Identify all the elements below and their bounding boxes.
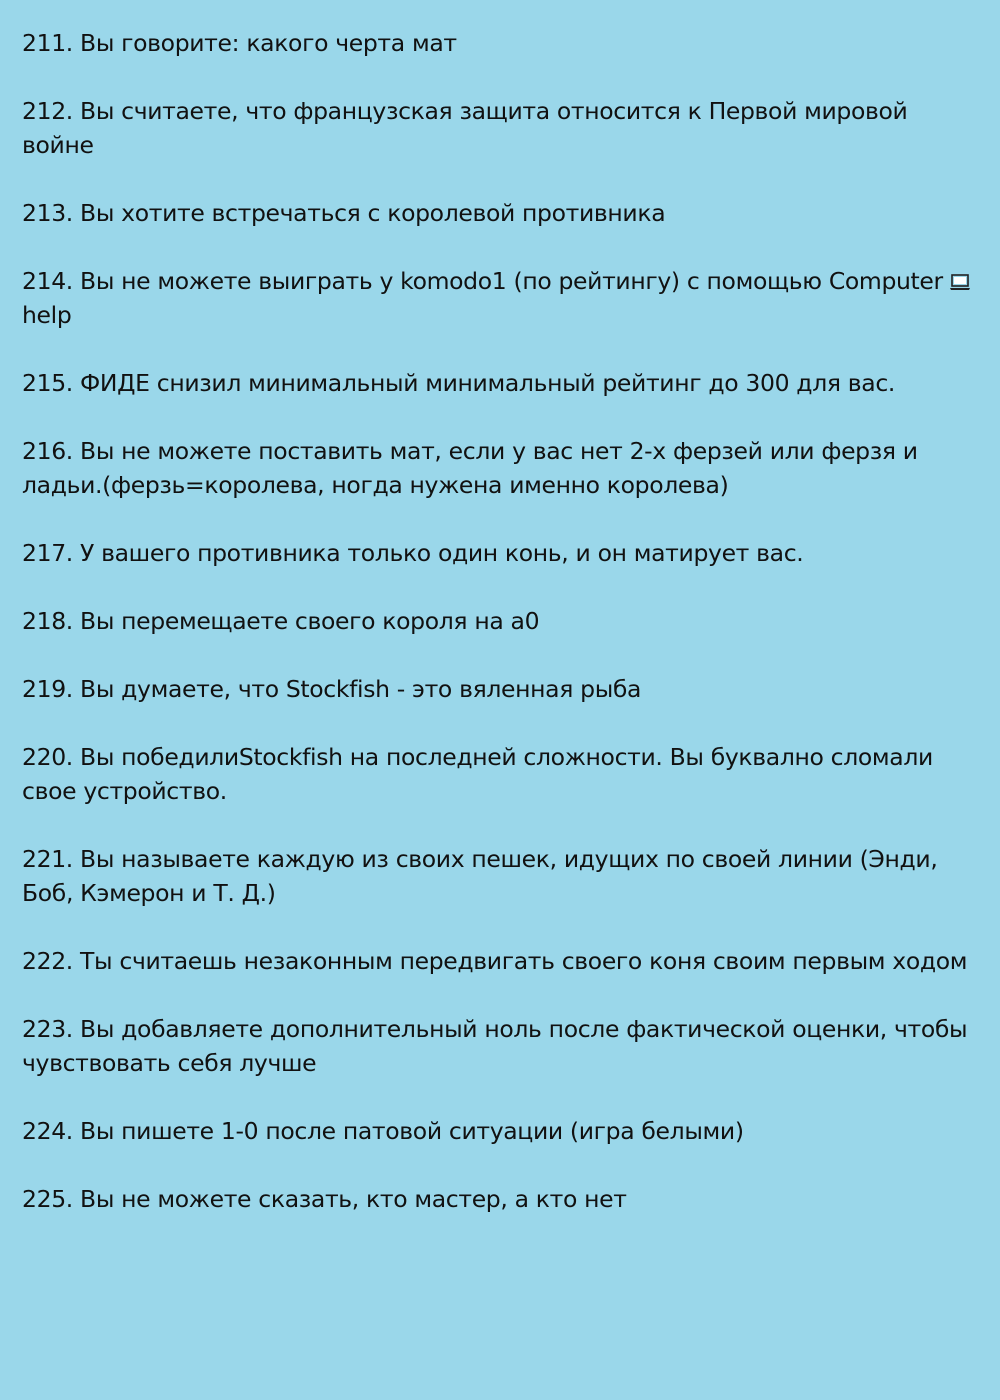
list-item-text: 214. Вы не можете выиграть у komodo1 (по рейтингу) с помощью Computer xyxy=(22,267,943,295)
joke-list xyxy=(22,26,978,1216)
list-item: 218. Вы перемещаете своего короля на a0 xyxy=(22,607,540,635)
list-item: 212. Вы считаете, что французская защита относится к Первой мировой войне xyxy=(22,97,908,159)
list-item: 221. Вы называете каждую из своих пешек, идущих по своей линии (Энди, Боб, Кэмерон и Т. Д.) xyxy=(22,845,938,907)
list-item: 222. Ты считаешь незаконным передвигать своего коня своим первым ходом xyxy=(22,947,968,975)
laptop-icon xyxy=(949,273,971,291)
list-item: 220. Вы победилиStockfish на последней сложности. Вы буквално сломали свое устройство. xyxy=(22,743,933,805)
list-item: 225. Вы не можете сказать, кто мастер, а кто нет xyxy=(22,1185,627,1213)
list-item xyxy=(22,264,978,332)
list-item: 223. Вы добавляете дополнительный ноль после фактической оценки, чтобы чувствовать себя лучше xyxy=(22,1015,968,1077)
list-item: 215. ФИДЕ снизил минимальный минимальный рейтинг до 300 для вас. xyxy=(22,369,896,397)
list-item: 216. Вы не можете поставить мат, если у вас нет 2-х ферзей или ферзя и ладьи.(ферзь=королева, ногда нужена именно королева) xyxy=(22,437,918,499)
list-item: 211. Вы говорите: какого черта мат xyxy=(22,29,457,57)
list-item: 224. Вы пишете 1-0 после патовой ситуации (игра белыми) xyxy=(22,1117,744,1145)
list-item-text-continued: help xyxy=(22,301,72,329)
list-item: 217. У вашего противника только один конь, и он матирует вас. xyxy=(22,539,804,567)
list-item: 219. Вы думаете, что Stockfish - это вяленная рыба xyxy=(22,675,642,703)
list-item: 213. Вы хотите встречаться с королевой противника xyxy=(22,199,666,227)
